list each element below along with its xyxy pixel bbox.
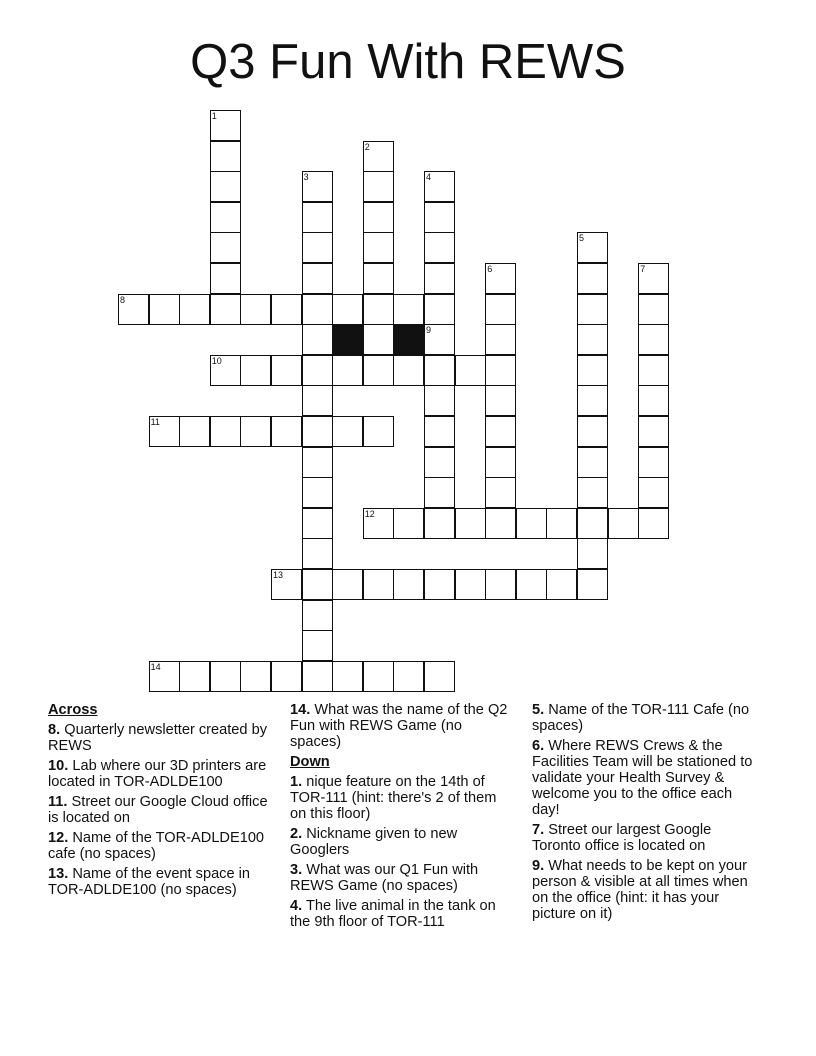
down-clue xyxy=(532,822,760,854)
grid-cell[interactable] xyxy=(393,508,424,539)
clue-number: 9. xyxy=(532,858,545,874)
grid-cell[interactable] xyxy=(577,355,608,386)
grid-cell[interactable] xyxy=(393,355,424,386)
grid-cell[interactable] xyxy=(577,324,608,355)
grid-cell[interactable] xyxy=(424,447,455,478)
grid-cell[interactable] xyxy=(363,263,394,294)
clue-number: 7. xyxy=(532,822,545,838)
grid-cell[interactable] xyxy=(210,661,241,692)
grid-cell[interactable] xyxy=(485,294,516,325)
grid-cell[interactable] xyxy=(302,385,333,416)
grid-cell[interactable] xyxy=(577,508,608,539)
across-clue xyxy=(48,830,280,862)
grid-cell[interactable] xyxy=(424,385,455,416)
grid-cell[interactable] xyxy=(271,294,302,325)
grid-cell[interactable] xyxy=(302,355,333,386)
down-clue xyxy=(532,702,760,734)
grid-cell[interactable] xyxy=(179,294,210,325)
clue-number: 8. xyxy=(48,722,61,738)
grid-cell[interactable] xyxy=(302,324,333,355)
clue-text: Lab where our 3D printers are located in TOR-ADLDE100 xyxy=(48,758,267,790)
grid-cell[interactable] xyxy=(485,324,516,355)
grid-cell[interactable] xyxy=(485,385,516,416)
down-clue-list xyxy=(290,774,516,930)
down-clue xyxy=(290,898,516,930)
grid-cell[interactable] xyxy=(332,294,363,325)
grid-cell[interactable] xyxy=(577,294,608,325)
across-header: Across xyxy=(48,702,98,718)
grid-cell[interactable] xyxy=(638,385,669,416)
grid-cell[interactable] xyxy=(302,232,333,263)
clue-number: 13. xyxy=(48,866,69,882)
clue-text: Name of the event space in TOR-ADLDE100 (no spaces) xyxy=(48,866,251,898)
grid-cell[interactable] xyxy=(638,447,669,478)
clue-number: 4. xyxy=(290,898,303,914)
clues-column-1 xyxy=(48,702,280,902)
grid-cell[interactable] xyxy=(577,477,608,508)
grid-cell[interactable] xyxy=(240,355,271,386)
grid-cell[interactable] xyxy=(638,508,669,539)
grid-cell[interactable] xyxy=(485,447,516,478)
grid-cell[interactable] xyxy=(577,416,608,447)
clue-number-label: 6 xyxy=(487,264,493,274)
grid-cell[interactable] xyxy=(424,232,455,263)
across-clue xyxy=(48,722,280,754)
grid-cell[interactable] xyxy=(577,263,608,294)
clue-text: What was the name of the Q2 Fun with REWS Game (no spaces) xyxy=(290,702,508,750)
grid-cell[interactable] xyxy=(485,355,516,386)
grid-cell[interactable] xyxy=(302,538,333,569)
grid-cell[interactable] xyxy=(424,263,455,294)
grid-cell[interactable] xyxy=(393,661,424,692)
clue-text: The live animal in the tank on the 9th floor of TOR-111 xyxy=(290,898,496,930)
grid-cell[interactable] xyxy=(302,477,333,508)
grid-block-cell xyxy=(393,324,424,355)
grid-cell[interactable] xyxy=(210,416,241,447)
grid-cell[interactable] xyxy=(424,416,455,447)
grid-cell[interactable] xyxy=(332,416,363,447)
grid-cell[interactable] xyxy=(577,447,608,478)
grid-cell[interactable] xyxy=(210,171,241,202)
grid-cell[interactable] xyxy=(332,661,363,692)
grid-cell[interactable] xyxy=(210,232,241,263)
down-clue xyxy=(532,858,760,922)
grid-cell[interactable] xyxy=(485,508,516,539)
across-clue xyxy=(48,794,280,826)
grid-cell[interactable] xyxy=(302,661,333,692)
grid-cell[interactable] xyxy=(363,294,394,325)
grid-cell[interactable] xyxy=(638,355,669,386)
grid-cell[interactable] xyxy=(424,202,455,233)
clue-number-label: 14 xyxy=(150,661,161,672)
clue-number: 1. xyxy=(290,774,303,790)
clue-text: Street our largest Google Toronto office is located on xyxy=(532,822,712,854)
grid-cell[interactable] xyxy=(240,416,271,447)
across-clue xyxy=(290,702,516,750)
clue-number-label: 2 xyxy=(364,141,370,152)
grid-cell[interactable] xyxy=(210,263,241,294)
grid-cell[interactable] xyxy=(302,416,333,447)
grid-cell[interactable] xyxy=(638,416,669,447)
grid-cell[interactable] xyxy=(179,416,210,447)
down-clue xyxy=(290,774,516,822)
clue-text: What needs to be kept on your person & visible at all times when on the office (hint: it has your picture on it) xyxy=(532,858,748,922)
page-title: Q3 Fun With REWS xyxy=(190,35,626,89)
clues-column-2 xyxy=(290,702,516,934)
clue-number: 2. xyxy=(290,826,303,842)
grid-cell[interactable] xyxy=(363,661,394,692)
grid-cell[interactable] xyxy=(302,202,333,233)
down-header: Down xyxy=(290,754,330,770)
grid-cell[interactable] xyxy=(424,477,455,508)
grid-cell[interactable] xyxy=(424,661,455,692)
grid-cell[interactable] xyxy=(271,416,302,447)
grid-cell[interactable] xyxy=(608,508,639,539)
grid-cell[interactable] xyxy=(332,569,363,600)
grid-cell[interactable] xyxy=(577,538,608,569)
grid-cell[interactable] xyxy=(363,355,394,386)
grid-cell[interactable] xyxy=(485,477,516,508)
clue-number: 3. xyxy=(290,862,303,878)
grid-cell[interactable] xyxy=(149,294,180,325)
grid-cell[interactable] xyxy=(424,508,455,539)
clue-number-label: 3 xyxy=(303,172,309,183)
clue-text: Where REWS Crews & the Facilities Team will be stationed to validate your Health Survey & welcome you to the office each day! xyxy=(532,738,753,818)
clue-number: 10. xyxy=(48,758,69,774)
grid-cell[interactable] xyxy=(179,661,210,692)
grid-cell[interactable] xyxy=(516,569,547,600)
grid-cell[interactable] xyxy=(363,202,394,233)
grid-cell[interactable] xyxy=(363,171,394,202)
clue-number: 12. xyxy=(48,830,69,846)
grid-cell[interactable] xyxy=(302,508,333,539)
grid-cell[interactable] xyxy=(424,355,455,386)
grid-block-cell xyxy=(332,324,363,355)
clue-number: 5. xyxy=(532,702,545,718)
grid-cell[interactable] xyxy=(638,294,669,325)
grid-cell[interactable] xyxy=(302,600,333,631)
grid-cell[interactable] xyxy=(393,569,424,600)
clues-column-3 xyxy=(532,702,760,926)
clue-number-label: 4 xyxy=(426,172,432,183)
across-clue-list-continued xyxy=(290,702,516,750)
clue-number-label: 1 xyxy=(211,111,217,121)
grid-cell[interactable] xyxy=(302,294,333,325)
down-clue xyxy=(290,826,516,858)
grid-cell[interactable] xyxy=(302,263,333,294)
grid-cell[interactable] xyxy=(332,355,363,386)
grid-cell[interactable] xyxy=(302,569,333,600)
down-clue xyxy=(532,738,760,818)
grid-cell[interactable] xyxy=(393,294,424,325)
grid-cell[interactable] xyxy=(485,569,516,600)
clue-number: 14. xyxy=(290,702,311,718)
clue-number-label: 12 xyxy=(364,508,375,519)
grid-cell[interactable] xyxy=(210,294,241,325)
grid-cell[interactable] xyxy=(363,232,394,263)
grid-cell[interactable] xyxy=(546,508,577,539)
grid-cell[interactable] xyxy=(455,355,486,386)
clue-number-label: 7 xyxy=(640,264,646,274)
grid-cell[interactable] xyxy=(363,569,394,600)
clue-text: Quarterly newsletter created by REWS xyxy=(48,722,268,754)
grid-cell[interactable] xyxy=(455,569,486,600)
clue-text: Name of the TOR-ADLDE100 cafe (no spaces) xyxy=(48,830,265,862)
grid-cell[interactable] xyxy=(240,661,271,692)
clue-text: nique feature on the 14th of TOR-111 (hint: there's 2 of them on this floor) xyxy=(290,774,497,822)
clue-number: 11. xyxy=(48,794,68,810)
grid-cell[interactable] xyxy=(240,294,271,325)
across-clue-list xyxy=(48,722,280,898)
clue-number-label: 5 xyxy=(579,233,585,244)
clue-number-label: 11 xyxy=(150,417,160,427)
grid-cell[interactable] xyxy=(516,508,547,539)
grid-cell[interactable] xyxy=(577,569,608,600)
grid-cell[interactable] xyxy=(638,477,669,508)
down-clue-list-continued xyxy=(532,702,760,922)
grid-cell[interactable] xyxy=(363,416,394,447)
grid-cell[interactable] xyxy=(638,324,669,355)
clue-number-label: 13 xyxy=(273,570,284,580)
clue-number: 6. xyxy=(532,738,545,754)
down-clue xyxy=(290,862,516,894)
clue-number-label: 9 xyxy=(426,325,432,336)
grid-cell[interactable] xyxy=(302,630,333,661)
grid-cell[interactable] xyxy=(546,569,577,600)
grid-cell[interactable] xyxy=(455,508,486,539)
grid-cell[interactable] xyxy=(210,141,241,172)
grid-cell[interactable] xyxy=(577,385,608,416)
clue-number-label: 8 xyxy=(120,294,126,305)
grid-cell[interactable] xyxy=(485,416,516,447)
grid-cell[interactable] xyxy=(271,355,302,386)
clue-text: What was our Q1 Fun with REWS Game (no spaces) xyxy=(290,862,479,894)
across-clue xyxy=(48,758,280,790)
clue-text: Name of the TOR-111 Cafe (no spaces) xyxy=(532,702,750,734)
clue-text: Nickname given to new Googlers xyxy=(290,826,458,858)
across-clue xyxy=(48,866,280,898)
grid-cell[interactable] xyxy=(424,569,455,600)
grid-cell[interactable] xyxy=(302,447,333,478)
clue-text: Street our Google Cloud office is located on xyxy=(48,794,268,826)
clue-number-label: 10 xyxy=(211,355,222,366)
grid-cell[interactable] xyxy=(424,294,455,325)
grid-cell[interactable] xyxy=(363,324,394,355)
grid-cell[interactable] xyxy=(210,202,241,233)
grid-cell[interactable] xyxy=(271,661,302,692)
